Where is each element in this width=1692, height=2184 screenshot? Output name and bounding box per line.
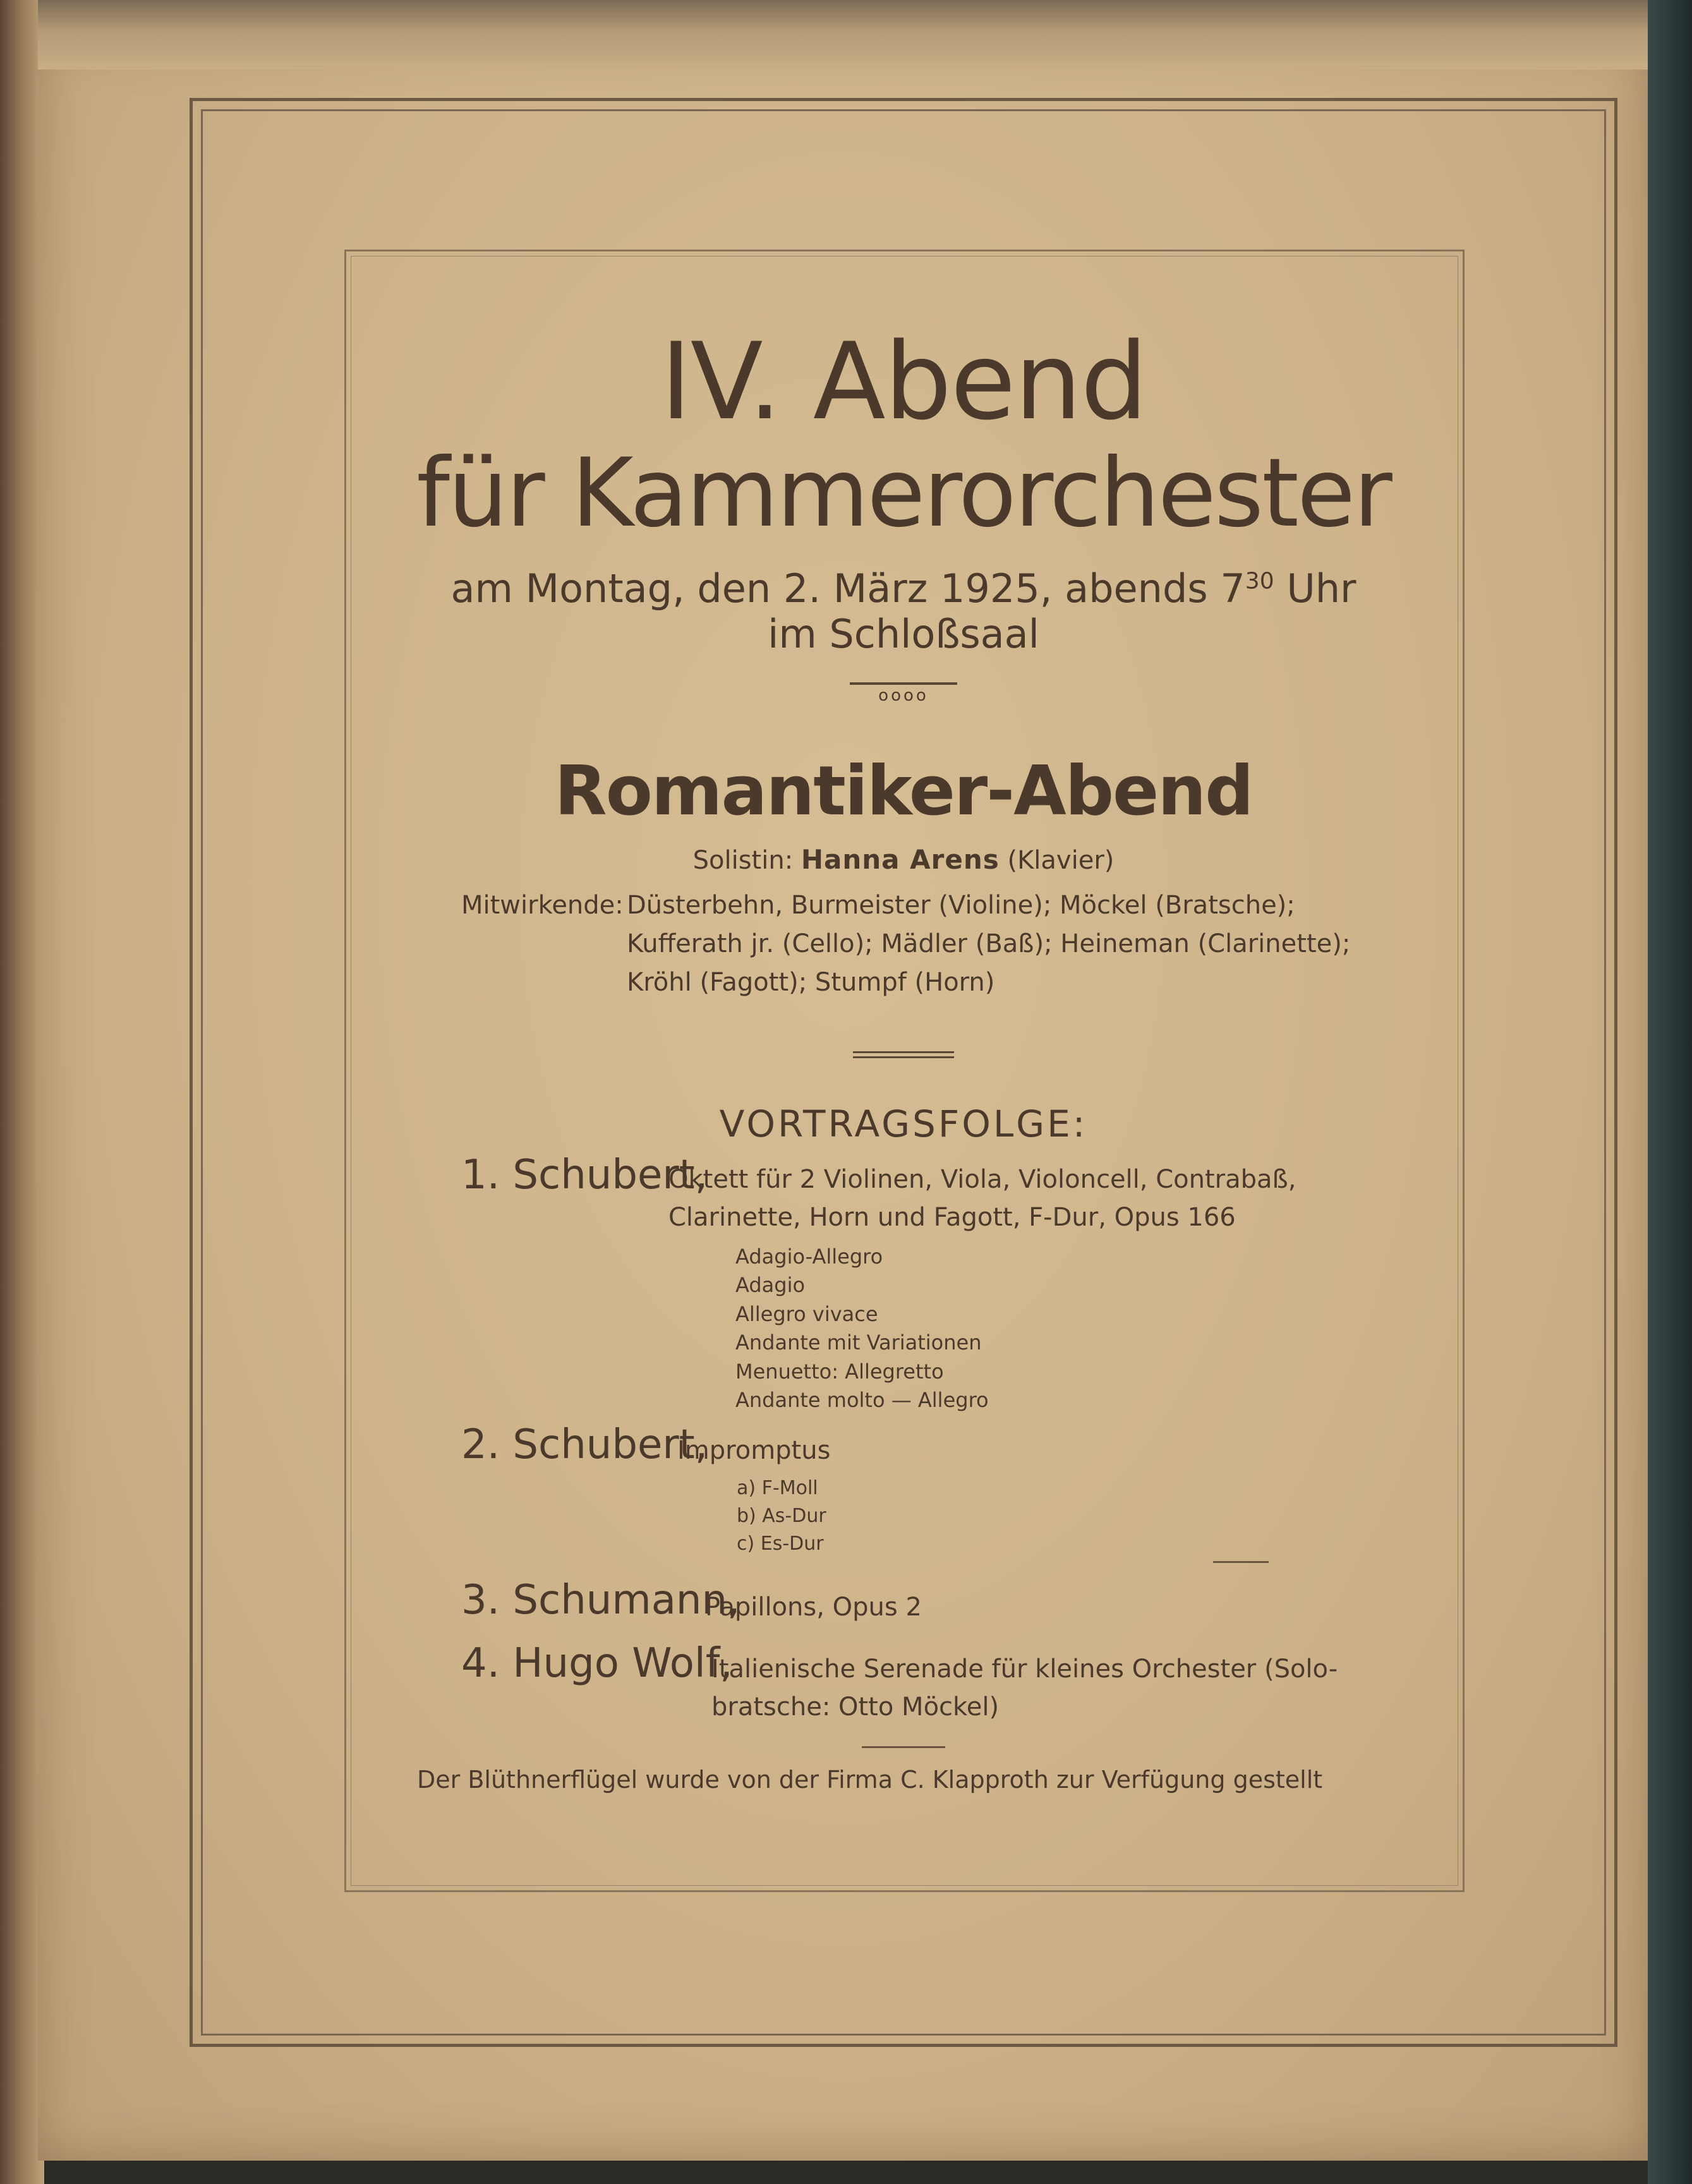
concert-title: IV. Abend — [660, 320, 1147, 443]
movement-item: Andante molto — Allegro — [735, 1388, 989, 1413]
item-description — [711, 1643, 1428, 1726]
section-divider — [853, 1051, 954, 1058]
soloist-name: Hanna Arens — [801, 844, 1000, 876]
divider-line — [853, 1056, 954, 1058]
intermission-rule — [1213, 1561, 1269, 1563]
impromptu-item: c) Es-Dur — [737, 1533, 824, 1555]
item-description-line: Impromptus — [677, 1435, 831, 1465]
movement-list — [735, 1243, 1428, 1415]
item-description-line: bratsche: Otto Möckel) — [711, 1692, 1000, 1722]
ornament-circles: oooo — [878, 685, 929, 705]
soloist-instrument: (Klavier) — [1007, 846, 1115, 876]
piano-credit: Der Blüthnerflügel wurde von der Firma C. Klapproth zur Verfügung gestellt — [417, 1765, 1323, 1794]
program-item-2 — [379, 1421, 1428, 1469]
soloist-line — [379, 844, 1428, 875]
participants-block — [379, 886, 1428, 1001]
concert-venue: im Schloßsaal — [768, 611, 1039, 658]
page-top-fold — [38, 0, 1648, 69]
program-heading: VORTRAGSFOLGE: — [719, 1102, 1088, 1145]
evening-theme: Romantiker-Abend — [554, 751, 1253, 831]
program-content — [379, 320, 1428, 1818]
book-cover-edge — [1648, 0, 1692, 2184]
participants-line: Düsterbehn, Burmeister (Violine); Möckel (Bratsche); — [627, 891, 1295, 920]
movement-item: Adagio-Allegro — [735, 1244, 883, 1269]
item-composer: 1. Schubert, — [461, 1151, 708, 1198]
divider-line — [853, 1051, 954, 1053]
date-text: am Montag, den 2. März 1925, abends 7 — [450, 565, 1245, 612]
participants-line: Kröhl (Fagott); Stumpf (Horn) — [627, 968, 995, 998]
impromptu-list — [737, 1475, 1428, 1559]
item-composer: 2. Schubert, — [461, 1421, 708, 1468]
impromptu-item: b) As-Dur — [737, 1504, 826, 1527]
soloist-label: Solistin: — [692, 846, 794, 876]
item-description-line: Papillons, Opus 2 — [705, 1592, 922, 1622]
item-composer: 4. Hugo Wolf, — [461, 1639, 733, 1687]
time-superscript: 30 — [1245, 568, 1274, 594]
item-composer: 3. Schumann, — [461, 1576, 740, 1624]
item-description — [705, 1579, 1428, 1626]
item-description-line: Italienische Serenade für kleines Orchester (Solo- — [711, 1654, 1338, 1684]
movement-item: Adagio — [735, 1273, 806, 1298]
ornament-rule — [850, 682, 957, 685]
item-description — [668, 1154, 1428, 1236]
item-description-line: Clarinette, Horn und Fagott, F-Dur, Opus 166 — [668, 1202, 1236, 1232]
program-item-4 — [379, 1639, 1428, 1726]
participants-label: Mitwirkende: — [461, 891, 624, 920]
footer-rule — [862, 1746, 945, 1748]
concert-date — [379, 566, 1428, 611]
date-suffix: Uhr — [1274, 565, 1357, 612]
program-item-3 — [379, 1576, 1428, 1626]
item-description — [677, 1424, 1428, 1469]
impromptu-item: a) F-Moll — [737, 1476, 818, 1499]
participants-line: Kufferath jr. (Cello); Mädler (Baß); Heineman (Clarinette); — [627, 929, 1351, 959]
item-description-line: Oktett für 2 Violinen, Viola, Violoncell, Contrabaß, — [668, 1164, 1296, 1194]
program-item-1 — [379, 1151, 1428, 1236]
movement-item: Menuetto: Allegretto — [735, 1359, 944, 1384]
concert-subtitle: für Kammerorchester — [416, 438, 1391, 548]
movement-item: Allegro vivace — [735, 1301, 878, 1326]
title-ornament — [850, 682, 957, 705]
movement-item: Andante mit Variationen — [735, 1330, 982, 1355]
participants-list — [627, 886, 1428, 1001]
